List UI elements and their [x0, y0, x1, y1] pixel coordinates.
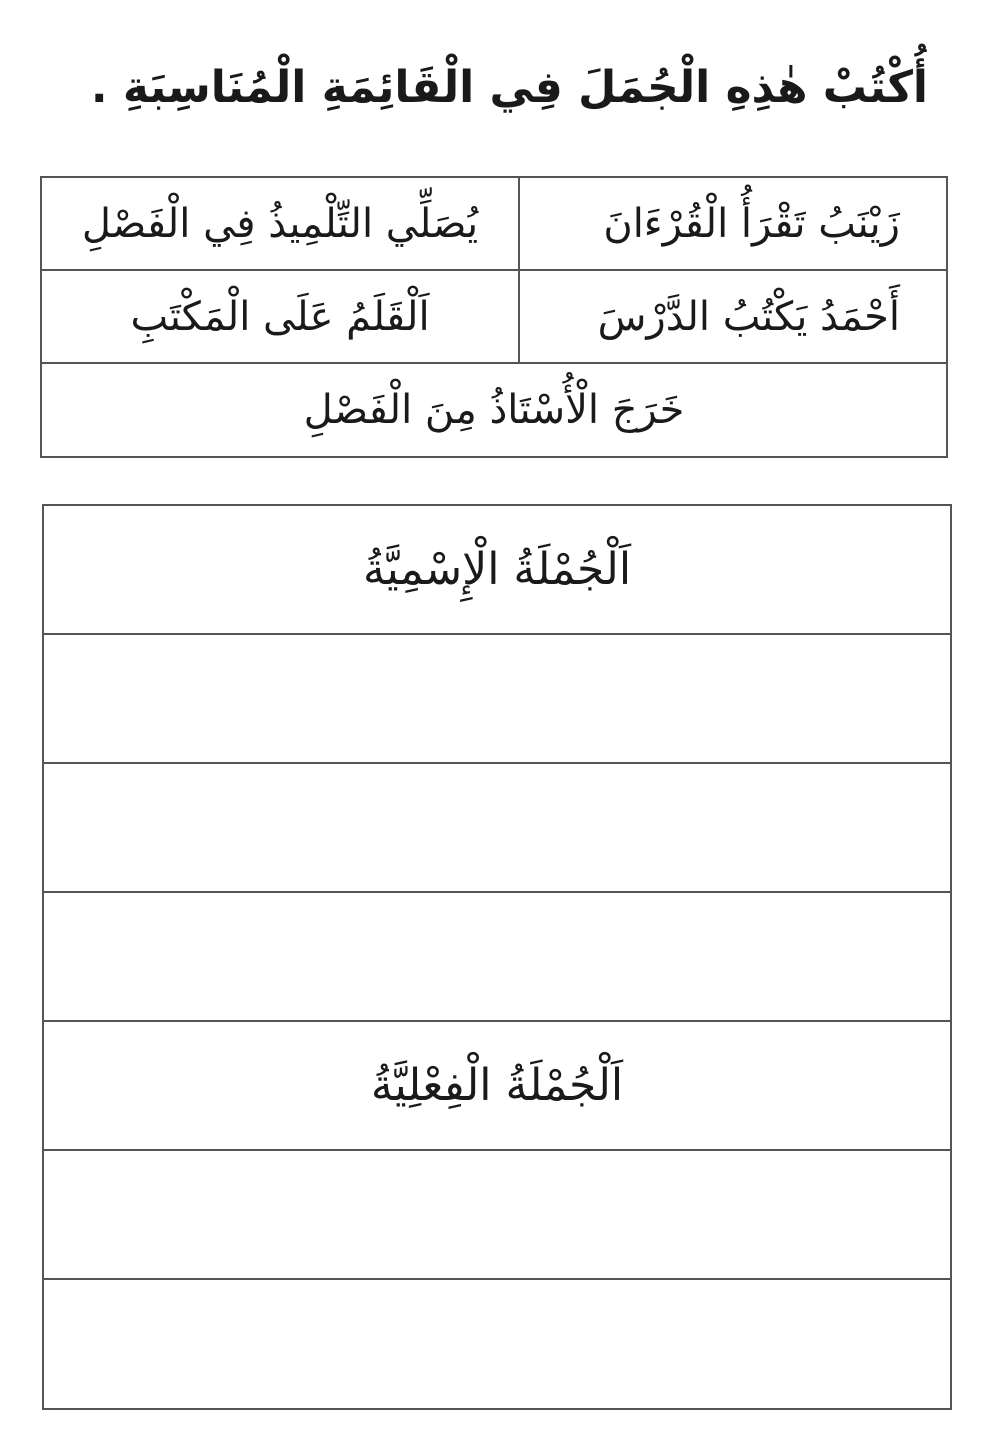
sentences-row [42, 364, 946, 456]
sentences-row [42, 178, 946, 271]
verbal-answer-slot[interactable] [44, 1151, 950, 1280]
nominal-sentence-heading: اَلْجُمْلَةُ الْإِسْمِيَّةُ [44, 506, 950, 635]
sentence-cell[interactable]: أَحْمَدُ يَكْتُبُ الدَّرْسَ [597, 293, 900, 340]
instruction-title: أُكْتُبْ هٰذِهِ الْجُمَلَ فِي الْقَائِمَةِ الْمُنَاسِبَةِ . [90, 62, 928, 113]
nominal-answer-slot[interactable] [44, 764, 950, 893]
sentences-table [40, 176, 948, 458]
answer-table [42, 504, 952, 1410]
sentences-row [42, 271, 946, 364]
sentence-cell[interactable]: يُصَلِّي التِّلْمِيذُ فِي الْفَصْلِ [42, 178, 520, 269]
nominal-answer-slot[interactable] [44, 635, 950, 764]
nominal-answer-slot[interactable] [44, 893, 950, 1022]
sentence-cell[interactable]: اَلْقَلَمُ عَلَى الْمَكْتَبِ [42, 271, 520, 362]
verbal-answer-slot[interactable] [44, 1280, 950, 1408]
sentence-cell[interactable]: زَيْنَبُ تَقْرَأُ الْقُرْءَانَ [603, 200, 900, 247]
verbal-sentence-heading: اَلْجُمْلَةُ الْفِعْلِيَّةُ [44, 1022, 950, 1151]
sentence-cell[interactable]: خَرَجَ الْأُسْتَاذُ مِنَ الْفَصْلِ [303, 387, 685, 433]
